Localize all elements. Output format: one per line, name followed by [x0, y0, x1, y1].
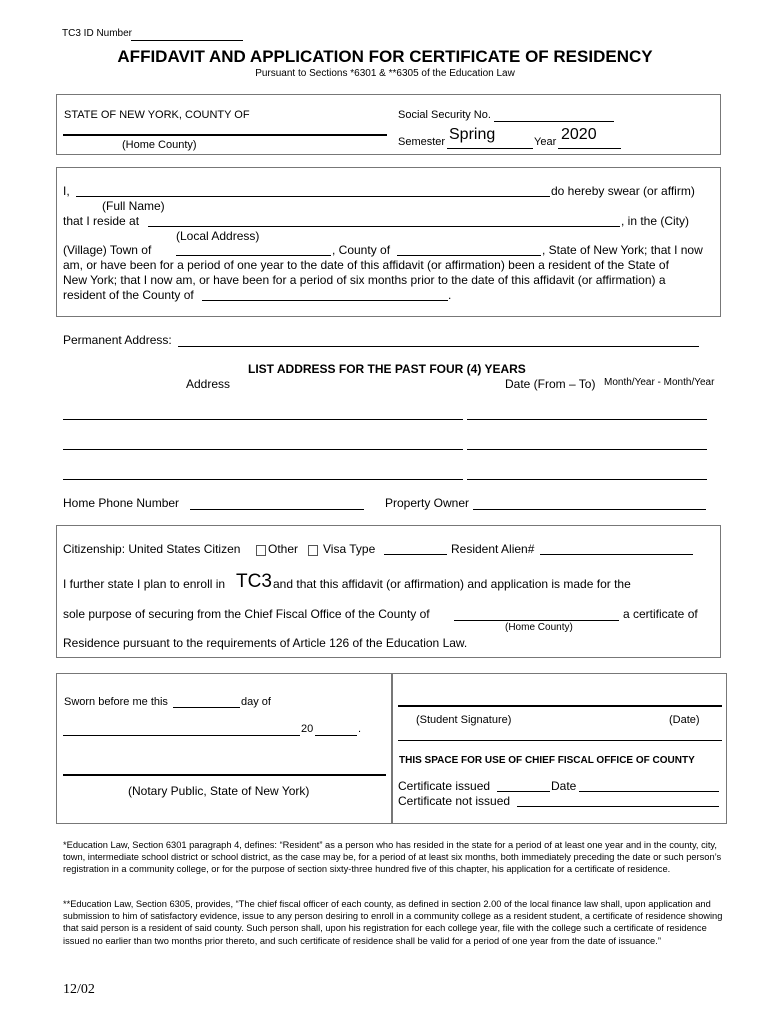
county-field[interactable] [397, 255, 541, 256]
date-column-hint: Month/Year - Month/Year [604, 377, 715, 388]
address-row-2-field[interactable] [63, 449, 463, 450]
student-signature-field[interactable] [398, 705, 722, 707]
cert-not-issued-label: Certificate not issued [398, 794, 511, 808]
certificate-county-field[interactable] [454, 620, 619, 621]
cert-date-label: Date [551, 779, 577, 793]
city-label: , in the (City) [621, 214, 690, 228]
day-of-label: day of [241, 696, 271, 708]
swear-text: do hereby swear (or affirm) [551, 184, 695, 198]
local-address-caption: (Local Address) [176, 229, 260, 243]
permanent-address-label: Permanent Address: [63, 333, 172, 347]
cert-date-field[interactable] [579, 791, 719, 792]
visa-type-field[interactable] [384, 554, 447, 555]
semester-label: Semester [398, 136, 446, 148]
reside-label: that I reside at [63, 214, 140, 228]
state-tail: , State of New York; that I now [542, 243, 703, 257]
other-checkbox[interactable] [308, 545, 318, 556]
ssn-label: Social Security No. [398, 109, 491, 121]
semester-field [447, 148, 533, 149]
form-version: 12/02 [63, 982, 95, 997]
full-name-caption: (Full Name) [102, 199, 165, 213]
cert-issued-field[interactable] [497, 791, 550, 792]
office-use-heading: THIS SPACE FOR USE OF CHIEF FISCAL OFFICE OF COUNTY [399, 755, 695, 766]
resident-alien-label: Resident Alien# [451, 542, 535, 556]
oath-line-4: am, or have been for a period of one year to the date of this affidavit (or affirmation) been a resident of the State of [63, 258, 669, 272]
office-divider [398, 740, 722, 741]
residence-line: Residence pursuant to the requirements of Article 126 of the Education Law. [63, 636, 468, 650]
property-owner-label: Property Owner [385, 496, 470, 510]
form-title: AFFIDAVIT AND APPLICATION FOR CERTIFICATE OF RESIDENCY [117, 47, 653, 66]
ssn-field[interactable] [494, 121, 614, 122]
property-owner-field[interactable] [473, 509, 706, 510]
address-row-1-field[interactable] [63, 419, 463, 420]
home-county-caption: (Home County) [122, 139, 197, 151]
date-column-header: Date (From – To) [505, 377, 596, 391]
year-field [558, 148, 621, 149]
town-field[interactable] [176, 255, 331, 256]
date-row-2-field[interactable] [467, 449, 707, 450]
i-label: I, [63, 184, 70, 198]
local-address-field[interactable] [148, 226, 620, 227]
past-addresses-heading: LIST ADDRESS FOR THE PAST FOUR (4) YEARS [248, 362, 526, 376]
home-phone-label: Home Phone Number [63, 496, 180, 510]
footnote-6305: **Education Law, Section 6305, provides, “The chief fiscal officer of each county, as defined in section 2.00 of the local finance law shall, upon application and submission to him of satisfactory evidence, issue to any person desiring to enroll in a community college as a resident student, a certificate of residence showing that said person is a resident of said county. Such person shall, upon his registration for each college year, file with the college such a certificate of residence issued no earlier than two months prior thereto, and such certificate of residence shall be valid for a period of one year from the date of issuance.” [63, 899, 723, 946]
form-subtitle: Pursuant to Sections *6301 & **6305 of the Education Law [255, 68, 515, 79]
notary-signature-field[interactable] [63, 774, 386, 776]
address-row-3-field[interactable] [63, 479, 463, 480]
semester-value[interactable]: Spring [449, 126, 496, 143]
purpose-line: sole purpose of securing from the Chief Fiscal Office of the County of [63, 607, 430, 621]
citizenship-label: Citizenship: United States Citizen [63, 542, 241, 556]
address-column-header: Address [186, 377, 231, 391]
us-citizen-checkbox[interactable] [256, 545, 266, 556]
full-name-field[interactable] [76, 196, 550, 197]
signature-date-caption: (Date) [669, 714, 700, 726]
sworn-year-prefix: 20 [301, 723, 314, 735]
county-of-label: , County of [332, 243, 391, 257]
resident-county-field[interactable] [202, 300, 448, 301]
sworn-year-field[interactable] [315, 735, 357, 736]
footnote-6301: *Education Law, Section 6301 paragraph 4, defines: “Resident” as a person who has resided in the state for a period of at least one year and in the county, city, town, intermediate school district or school district, as the case may be, for a period of at least six months, both immediately preceding the date or such person’s registration in a community college, or for the purpose of section sixty-three hundred five of this chapter, his application for a certificate of residence. [63, 840, 722, 875]
other-label: Other [268, 542, 299, 556]
sworn-month-field[interactable] [63, 735, 300, 736]
certificate-of-label: a certificate of [623, 607, 698, 621]
cert-not-issued-field[interactable] [517, 806, 719, 807]
sworn-day-field[interactable] [173, 707, 240, 708]
tc3-id-label: TC3 ID Number [62, 28, 133, 39]
year-value[interactable]: 2020 [561, 126, 597, 143]
tc3-id-field[interactable] [131, 40, 243, 41]
village-label: (Village) Town of [63, 243, 152, 257]
permanent-address-field[interactable] [178, 346, 699, 347]
enroll-suffix: and that this affidavit (or affirmation) and application is made for the [273, 577, 631, 591]
year-label: Year [534, 136, 557, 148]
resident-county-label: resident of the County of [63, 288, 194, 302]
college-name[interactable]: TC3 [236, 571, 272, 592]
visa-type-label: Visa Type [323, 542, 376, 556]
oath-line-5: New York; that I now am, or have been for a period of six months prior to the date of this affidavit (or affirmation) a [63, 273, 666, 287]
home-phone-field[interactable] [190, 509, 364, 510]
date-row-3-field[interactable] [467, 479, 707, 480]
date-row-1-field[interactable] [467, 419, 707, 420]
student-signature-caption: (Student Signature) [416, 714, 512, 726]
notary-caption: (Notary Public, State of New York) [128, 784, 310, 798]
oath-line-end: . [448, 288, 452, 302]
sworn-label: Sworn before me this [64, 696, 168, 708]
home-county-field[interactable] [63, 134, 387, 136]
enroll-prefix: I further state I plan to enroll in [63, 577, 226, 591]
sworn-period: . [358, 723, 362, 735]
cert-issued-label: Certificate issued [398, 779, 491, 793]
state-county-label: STATE OF NEW YORK, COUNTY OF [64, 109, 250, 121]
resident-alien-field[interactable] [540, 554, 693, 555]
certificate-home-county-caption: (Home County) [505, 622, 573, 633]
